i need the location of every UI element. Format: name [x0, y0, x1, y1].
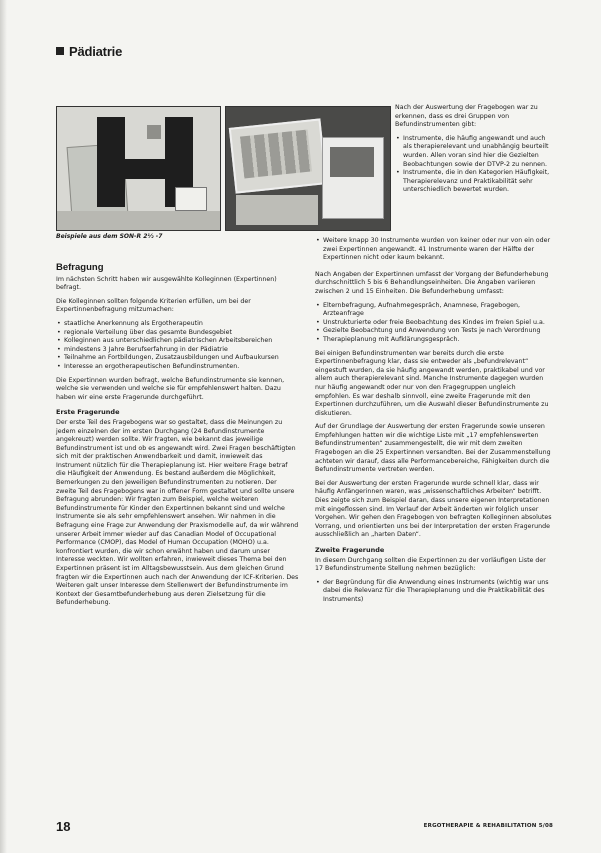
right-top-text [395, 104, 553, 200]
page-number: 18 [56, 819, 71, 834]
right-column [315, 237, 553, 610]
criteria-list [56, 320, 299, 372]
list-item: • staatliche Anerkennung als Ergotherapeutin [56, 320, 299, 329]
list-item: • der Begründung für die Anwendung eines Instruments (wichtig war uns dabei die Relevanz für die Therapieplanung und die Praktikabilität des Instruments) [315, 579, 553, 605]
section-tag-label: Pädiatrie [69, 44, 123, 59]
list-item: • Unstrukturierte oder freie Beobachtung des Kindes im freien Spiel u.a. [315, 319, 553, 328]
scan-edge [0, 0, 7, 853]
list-item: • Weitere knapp 30 Instrumente wurden von keiner oder nur von ein oder zwei Expertinnen angewandt. 41 Instrumente waren der Hälfte der Expertinnen nicht oder kaum bekannt. [315, 237, 553, 263]
second-round-list [315, 579, 553, 605]
list-item: • Therapieplanung mit Aufklärungsgespräch. [315, 336, 553, 345]
section-tag [56, 44, 122, 59]
paragraph: Nach Angaben der Expertinnen umfasst der Vorgang der Befunderhebung durchschnittlich 5 bis 6 Behandlungseinheiten. Die Angaben variieren zwischen 2 und 15 Einheiten. Die Befunderhebung umfasst: [315, 270, 549, 295]
paragraph: In diesem Durchgang sollten die Expertinnen zu der vorläufigen Liste der 17 Befundinstrumente Stellung nehmen bezüglich: [315, 556, 546, 573]
right-top-intro: Nach der Auswertung der Fragebogen war zu erkennen, dass es drei Gruppen von Befundinstrumenten gibt: [395, 104, 538, 129]
photo-caption: Beispiele aus dem SON-R 2½ -7 [56, 233, 163, 240]
subheading-erste-fragerunde: Erste Fragerunde [56, 408, 120, 417]
paragraph: Bei der Auswertung der ersten Fragerunde wurde schnell klar, dass wir häufig Anfängerinnen waren, was „wissenschaftliches Arbeiten“ betrifft. Dies zeigte sich zum Beispiel daran, dass unsere eigenen Interpretationen mit eingeflossen sind. Im Verlauf der Arbeit änderten wir folglich unser Vorgehen. Wir gehen den Fragebogen von befragten Kolleginnen absolutes Vorrang, und orientierten uns bei der Interpretation der ersten Fragerunde ausschließlich an „harten Daten“. [315, 479, 552, 539]
section-square-icon [56, 47, 64, 55]
list-item: • Teilnahme an Fortbildungen, Zusatzausbildungen und Aufbaukursen [56, 354, 299, 363]
list-item: • Kolleginnen aus unterschiedlichen pädiatrischen Arbeitsbereichen [56, 337, 299, 346]
heading-befragung: Befragung [56, 262, 104, 273]
left-column [56, 264, 299, 613]
list-item: • Gezielte Beobachtung und Anwendung von Tests je nach Verordnung [315, 327, 553, 336]
paragraph: Die Expertinnen wurden befragt, welche Befundinstrumente sie kennen, welche sie verwenden und welche sie für empfehlenswert halten. Dazu haben wir eine erste Fragerunde durchgeführt. [56, 376, 285, 401]
list-item: • mindestens 3 Jahre Berufserfahrung in der Pädiatrie [56, 346, 299, 355]
journal-footer: ERGOTHERAPIE & REHABILITATION 5/08 [423, 823, 553, 829]
paragraph: Bei einigen Befundinstrumenten war bereits durch die erste Expertinnenbefragung klar, dass sie entweder als „befundrelevant“ eingestuft wurden, da sie häufig angewandt werden, praktikabel und vor allem auch therapierelevant sind. Manche Instrumente dagegen wurden nur häufig angewandt oder nur von den Fragegruppen ungleich empfohlen. Es war deshalb sinnvoll, eine zweite Fragerunde mit den Expertinnen durchzuführen, um die Auswahl dieser Befundinstrumente zu diskutieren. [315, 349, 549, 417]
extra-list [315, 237, 553, 263]
paragraph: Auf der Grundlage der Auswertung der ersten Fragerunde sowie unseren Empfehlungen hatten wir die wichtige Liste mit „17 empfehlenswerten Befundinstrumenten“ zusammengestellt, die wir mit dem zweiten Fragebogen an die 25 Expertinnen versandten. Bei der Zusammenstellung achteten wir darauf, dass alle Performancebereiche, Fähigkeiten durch die Befundinstrumente vertreten werden. [315, 423, 551, 474]
subheading-zweite-fragerunde: Zweite Fragerunde [315, 546, 385, 554]
list-item: • Instrumente, die in den Kategorien Häufigkeit, Therapierelevanz und Praktikabilität sehr unterschiedlich bewertet wurden. [395, 169, 553, 195]
paragraph: Die Kolleginnen sollten folgende Kriterien erfüllen, um bei der Expertinnenbefragung mitzumachen: [56, 297, 251, 314]
assessment-steps-list [315, 302, 553, 345]
list-item: • Interesse an ergotherapeutischen Befundinstrumenten. [56, 363, 299, 372]
photo-test-material-1 [56, 106, 221, 231]
paragraph: Der erste Teil des Fragebogens war so gestaltet, dass die Meinungen zu jedem einzelnen der im ersten Durchgang (24 Befundinstrumente angekreuzt) werden sollte. Wir fragten, wie bekannt das jeweilige Befundinstrument ist und ob es angewandt wird. Zwei Fragen beschäftigten sich mit der praktischen Anwendbarkeit und damit, inwieweit das Instrument nützlich für die Therapieplanung ist. Hier weitere Frage betraf die Häufigkeit der Anwendung. Es bestand außerdem die Möglichkeit, Bemerkungen zu den jeweiligen Befundinstrumenten zu notieren. Der zweite Teil des Fragebogens war in offener Form gestaltet und sollte unsere Befragung abrunden: Wir fragten zum Beispiel, welche weiteren Befundinstrumente für Kinder den Expertinnen bekannt sind und welche Instrumente sie als sehr empfehlenswert ansehen. Wir nahmen in die Befragung eine Frage zur Anwendung der Praxismodelle auf, da wir während unserer Arbeit immer wieder auf das Canadian Model of Occupational Performance (CMOP), das Model of Human Occupation (MOHO) u.a. konfrontiert wurden, die wir schon erwähnt haben und darum unser Interesse weckten. Wir wollten erfahren, inwieweit dieses Thema bei den Expertinnen präsent ist im Alltagsbewusstsein. Aus dem gleichen Grund fragten wir die Expertinnen auch nach der Anwendung der ICF-Kriterien. Des Weiteren galt unser Interesse dem Stellenwert der Befundinstrumente im Kontext der Gesamtbefunderhebung aus deren Zielsetzung für die Befunderhebung. [56, 418, 299, 607]
list-item: • Elternbefragung, Aufnahmegespräch, Anamnese, Fragebogen, Arzteanfrage [315, 302, 553, 319]
photo-test-material-2 [225, 106, 391, 231]
list-item: • Instrumente, die häufig angewandt und auch als therapierelevant und unabhängig beurteilt wurden. Allen voran sind hier die Gezielten Beobachtungen sowie der DTVP-2 zu nennen. [395, 135, 553, 169]
list-item: • regionale Verteilung über das gesamte Bundesgebiet [56, 329, 299, 338]
paragraph: Im nächsten Schritt haben wir ausgewählte Kolleginnen (Expertinnen) befragt. [56, 275, 277, 292]
instrument-groups-list [395, 135, 553, 195]
